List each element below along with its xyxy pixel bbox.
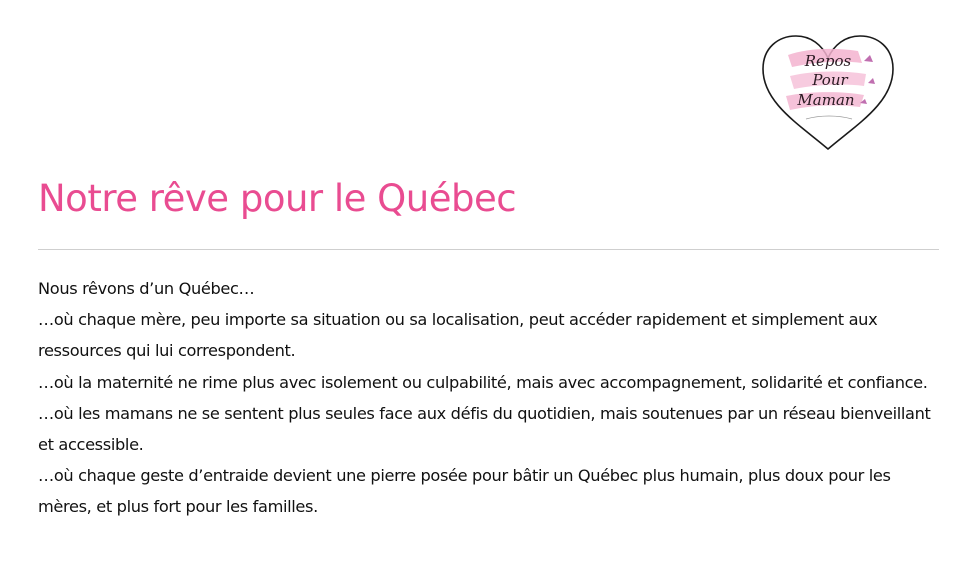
repos-pour-maman-logo <box>760 33 896 153</box>
page-title: Notre rêve pour le Québec <box>38 177 517 220</box>
intro-line: Nous rêvons d’un Québec… <box>38 279 255 298</box>
divider <box>38 249 939 250</box>
dream-item-1: …où chaque mère, peu importe sa situation ou sa localisation, peut accéder rapidement et simplement aux ressources qui lui correspondent. <box>38 310 878 361</box>
dream-item-3: …où les mamans ne se sentent plus seules face aux défis du quotidien, mais soutenues par un réseau bienveillant et accessible. <box>38 403 931 455</box>
dream-item-2: …où la maternité ne rime plus avec isolement ou culpabilité, mais avec accompagnement, solidarité et confiance. <box>38 372 928 392</box>
logo-line-1: Repos <box>804 52 852 70</box>
dream-item-4: …où chaque geste d’entraide devient une pierre posée pour bâtir un Québec plus humain, plus doux pour les mères, et plus fort pour les familles. <box>38 466 891 517</box>
logo-line-2: Pour <box>812 71 848 89</box>
heart-logo-icon <box>760 33 896 153</box>
logo-line-3: Maman <box>797 91 855 109</box>
dream-statement <box>38 273 943 523</box>
